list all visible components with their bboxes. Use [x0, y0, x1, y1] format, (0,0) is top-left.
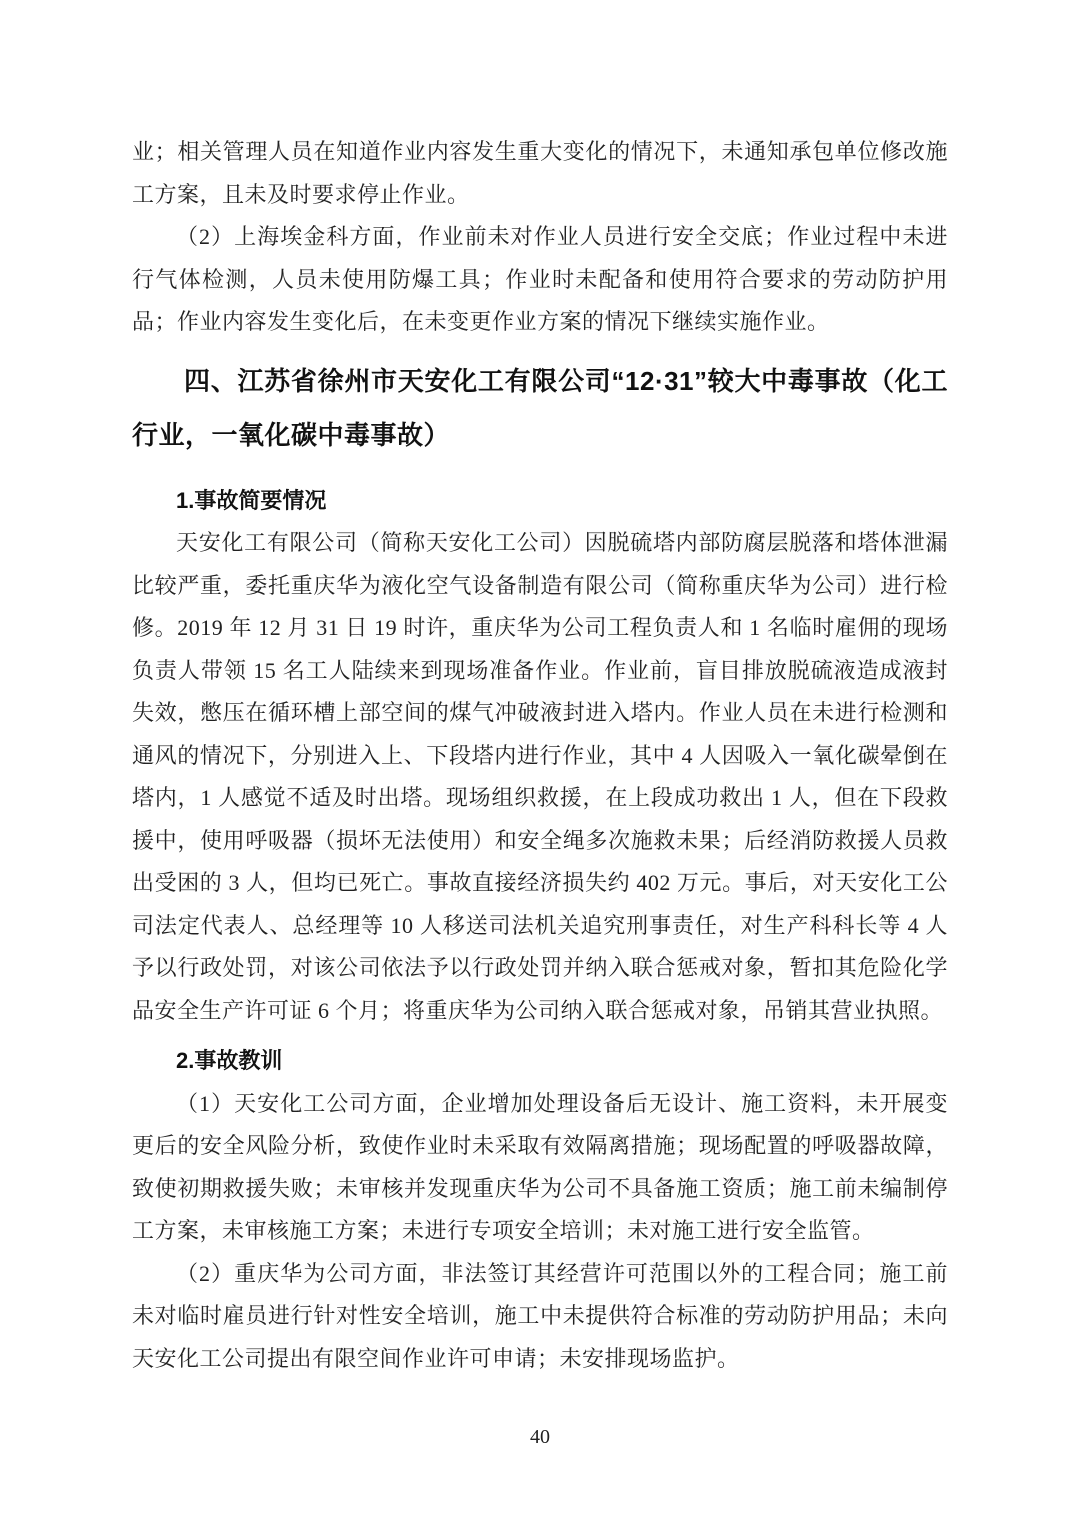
paragraph-shanghai-aijinke: （2）上海埃金科方面，作业前未对作业人员进行安全交底；作业过程中未进行气体检测，人员未使用防爆工具；作业时未配备和使用符合要求的劳动防护用品；作业内容发生变化后，在未变更作业方案的情况下继续实施作业。 [132, 224, 948, 334]
subheading-accident-lessons: 2.事故教训 [176, 1048, 283, 1073]
page-number: 40 [530, 1426, 550, 1448]
subheading-accident-summary: 1.事故简要情况 [176, 487, 327, 513]
paragraph-lesson-2: （2）重庆华为公司方面，非法签订其经营许可范围以外的工程合同；施工前未对临时雇员进行针对性安全培训，施工中未提供符合标准的劳动防护用品；未向天安化工公司提出有限空间作业许可申请；未安排现场监护。 [132, 1260, 948, 1371]
paragraph-continuation: 业；相关管理人员在知道作业内容发生重大变化的情况下，未通知承包单位修改施工方案，且未及时要求停止作业。 [132, 139, 948, 207]
paragraph-lesson-1: （1）天安化工公司方面，企业增加处理设备后无设计、施工资料，未开展变更后的安全风险分析，致使作业时未采取有效隔离措施；现场配置的呼吸器故障，致使初期救援失败；未审核并发现重庆华为公司不具备施工资质；施工前未编制停工方案，未审核施工方案；未进行专项安全培训；未对施工进行安全监管。 [132, 1090, 948, 1243]
paragraph-accident-summary: 天安化工有限公司（简称天安化工公司）因脱硫塔内部防腐层脱落和塔体泄漏比较严重，委托重庆华为液化空气设备制造有限公司（简称重庆华为公司）进行检修。2019 年 12 月 31 日 19 时许，重庆华为公司工程负责人和 1 名临时雇佣的现场负责人带领 15 名工人陆续来到现场准备作业。作业前，盲目排放脱硫液造成液封失效，憋压在循环槽上部空间的煤气冲破液封进入塔内。作业人员在未进行检测和通风的情况下，分别进入上、下段塔内进行作业，其中 4 人因吸入一氧化碳晕倒在塔内，1 人感觉不适及时出塔。现场组织救援，在上段成功救出 1 人，但在下段救援中，使用呼吸器（损坏无法使用）和安全绳多次施救未果；后经消防救援人员救出受困的 3 人，但均已死亡。事故直接经济损失约 402 万元。事后，对天安化工公司法定代表人、总经理等 10 人移送司法机关追究刑事责任，对生产科科长等 4 人予以行政处罚，对该公司依法予以行政处罚并纳入联合惩戒对象，暂扣其危险化学品安全生产许可证 6 个月；将重庆华为公司纳入联合惩戒对象，吊销其营业执照。 [132, 530, 948, 1023]
section-heading-accident-4: 四、江苏省徐州市天安化工有限公司“12·31”较大中毒事故（化工行业，一氧化碳中毒事故） [132, 365, 948, 450]
